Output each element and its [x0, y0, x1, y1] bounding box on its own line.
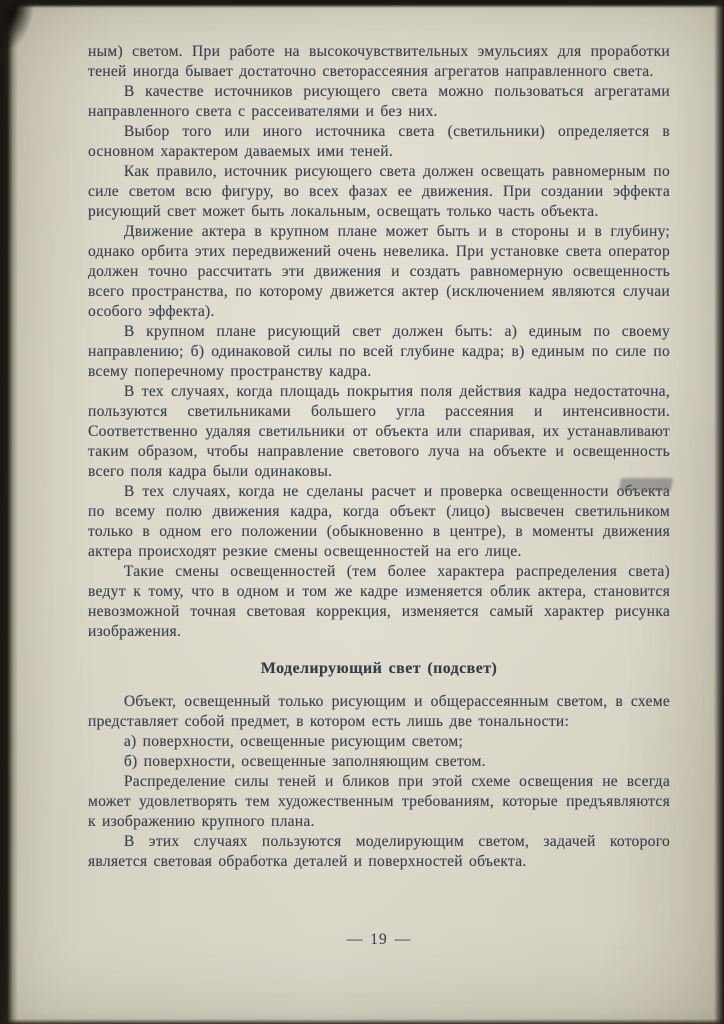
paragraph: Выбор того или иного источника света (светильники) определяется в основном характером даваемых ими теней. [88, 123, 670, 160]
paragraph: Объект, освещенный только рисующим и общерассеянным светом, в схеме представляет собой предмет, в котором есть лишь две тональности: [88, 693, 670, 730]
paragraph: В крупном плане рисующий свет должен быть: а) единым по своему направлению; б) одинаковой силы по всей глубине кадра; в) единым по силе по всему поперечному пространству кадра. [88, 323, 670, 380]
paragraph: Движение актера в крупном плане может быть и в стороны и в глубину; однако орбита этих передвижений очень невелика. При установке света оператор должен точно рассчитать эти движения и создать равномерную освещенность всего пространства, по которому движется актер (исключением являются случаи особого эффекта). [88, 223, 670, 320]
paragraph: Распределение силы теней и бликов при этой схеме освещения не всегда может удовлетворять тем художественным требованиям, которые предъявляются к изображению крупного плана. [88, 773, 670, 830]
paragraph: В этих случаях пользуются моделирующим светом, задачей которого является световая обработка деталей и поверхностей объекта. [88, 833, 670, 870]
paragraph: В качестве источников рисующего света можно пользоваться агрегатами направленного света с рассеивателями и без них. [88, 83, 670, 120]
paragraph: В тех случаях, когда не сделаны расчет и проверка освещенности объекта по всему полю движения кадра, когда объект (лицо) высвечен светильником только в одном его положении (обыкновенно в центре), в моменты движения актера происходят резкие смены освещенностей на его лице. [88, 483, 670, 560]
section-heading: Моделирующий свет (подсвет) [260, 660, 498, 677]
paragraph-continuation: ным) светом. При работе на высокочувствительных эмульсиях для проработки теней иногда бывает достаточно светорассеяния агрегатов направленного света. [88, 43, 670, 80]
list-item: а) поверхности, освещенные рисующим светом; [123, 733, 464, 750]
paragraph: Как правило, источник рисующего света должен освещать равномерным по силе светом всю фигуру, во всех фазах ее движения. При создании эффекта рисующий свет может быть локальным, освещать только часть объекта. [88, 163, 670, 220]
paragraph: В тех случаях, когда площадь покрытия поля действия кадра недостаточна, пользуются светильниками большего угла рассеяния и интенсивности. Соответственно удаляя светильники от объекта или спаривая, их устанавливают таким образом, чтобы направление светового луча на объекте и освещенность всего поля кадра были одинаковы. [88, 383, 670, 480]
paragraph: Такие смены освещенностей (тем более характера распределения света) ведут к тому, что в одном и том же кадре изменяется облик актера, становится невозможной точная световая коррекция, изменяется самый характер рисунка изображения. [88, 563, 670, 640]
page-number: — 19 — [346, 931, 412, 948]
list-item: б) поверхности, освещенные заполняющим светом. [123, 753, 486, 770]
